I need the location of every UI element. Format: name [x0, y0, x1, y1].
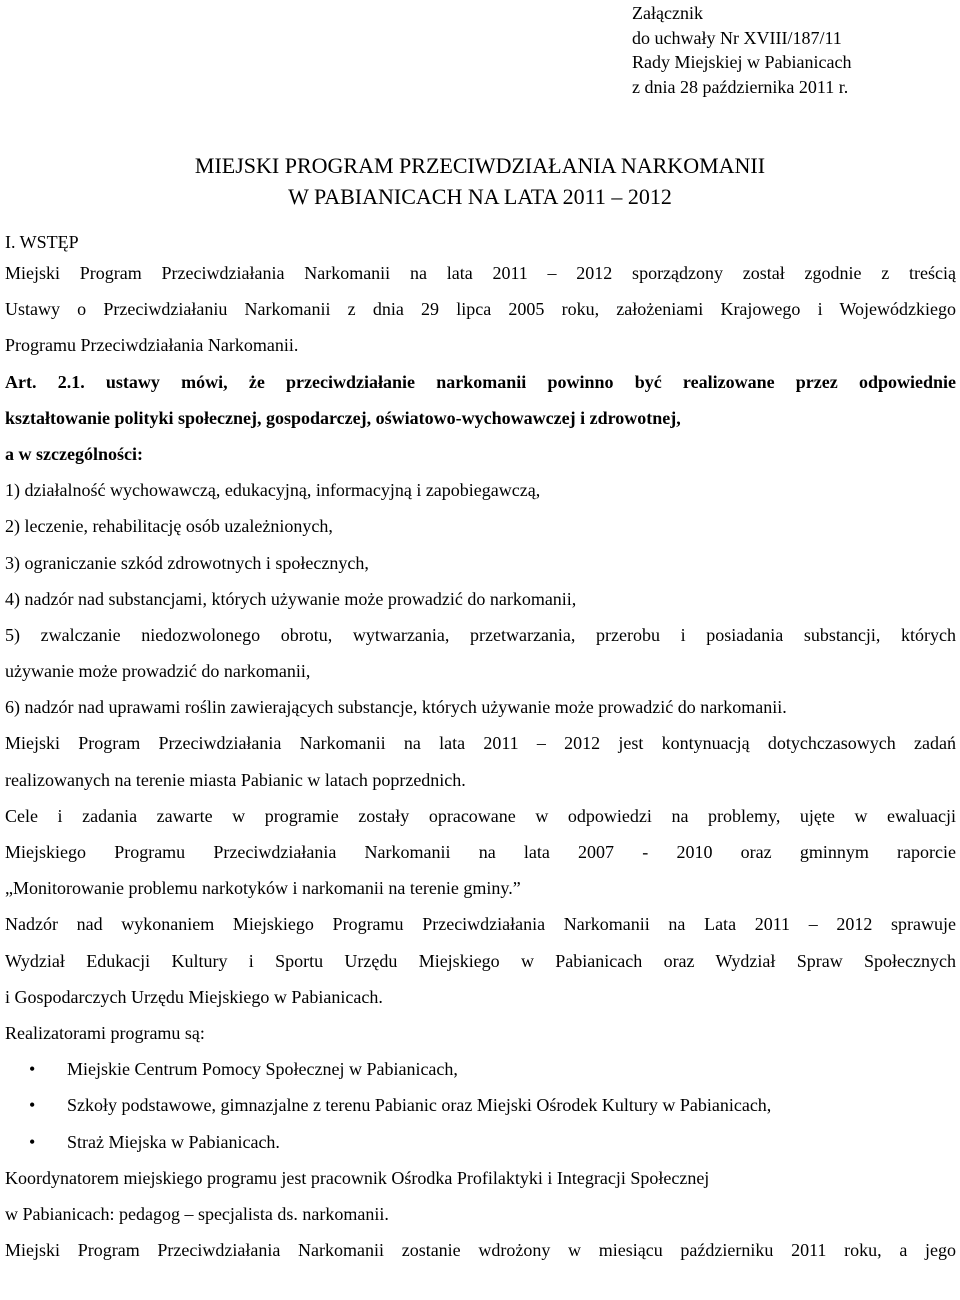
list-item-2: 2) leczenie, rehabilitację osób uzależnionych,	[5, 516, 333, 537]
goals-line-2: Miejskiego Programu Przeciwdziałania Narkomanii na lata 2007 - 2010 oraz gminnym raporcie	[5, 842, 956, 862]
bullet-item-1	[5, 1057, 956, 1093]
article-line-3: a w szczególności:	[5, 443, 143, 464]
bullet-item-3	[5, 1130, 956, 1166]
supervision-line-2: Wydział Edukacji Kultury i Sportu Urzędu Miejskiego w Pabianicach oraz Wydział Spraw Społecznych	[5, 950, 956, 971]
list-item-4: 4) nadzór nad substancjami, których używanie może prowadzić do narkomanii,	[5, 588, 577, 609]
supervision-line-1: Nadzór nad wykonaniem Miejskiego Programu Przeciwdziałania Narkomanii na Lata 2011 – 2012 sprawuje	[5, 914, 956, 935]
bullet-icon: •	[29, 1059, 36, 1080]
continuation-line-2: realizowanych na terenie miasta Pabianic w latach poprzednich.	[5, 769, 466, 790]
section-heading: I. WSTĘP	[5, 232, 79, 252]
annex-header	[632, 1, 952, 99]
coordinator-line-1: Koordynatorem miejskiego programu jest pracownik Ośrodka Profilaktyki i Integracji Społecznej	[5, 1167, 710, 1188]
list-item-5-line-2: używanie może prowadzić do narkomanii,	[5, 661, 311, 682]
continuation-line-1: Miejski Program Przeciwdziałania Narkomanii na lata 2011 – 2012 jest kontynuacją dotychczasowych zadań	[5, 733, 956, 754]
intro-line-2: Ustawy o Przeciwdziałaniu Narkomanii z dnia 29 lipca 2005 roku, założeniami Krajowego i Wojewódzkiego	[5, 299, 956, 320]
bullet-item-text: Straż Miejska w Pabianicach.	[67, 1131, 280, 1152]
bullet-item-text: Szkoły podstawowe, gimnazjalne z terenu Pabianic oraz Miejski Ośrodek Kultury w Pabianicach,	[67, 1095, 772, 1116]
goals-line-1: Cele i zadania zawarte w programie zostały opracowane w odpowiedzi na problemy, ujęte w ewaluacji	[5, 805, 956, 826]
title-line-1: MIEJSKI PROGRAM PRZECIWDZIAŁANIA NARKOMANII	[194, 153, 766, 178]
annex-resolution-number: do uchwały Nr XVIII/187/11	[632, 27, 842, 48]
list-item-5-line-1: 5) zwalczanie niedozwolonego obrotu, wytwarzania, przetwarzania, przerobu i posiadania substancji, których	[5, 624, 956, 645]
article-line-2: kształtowanie polityki społecznej, gospodarczej, oświatowo-wychowawczej i zdrowotnej,	[5, 407, 681, 428]
bullet-icon: •	[29, 1131, 36, 1152]
supervision-line-3: i Gospodarczych Urzędu Miejskiego w Pabianicach.	[5, 986, 383, 1007]
list-item-6: 6) nadzór nad uprawami roślin zawierających substancje, których używanie może prowadzić do narkomanii.	[5, 697, 787, 718]
list-item-1: 1) działalność wychowawczą, edukacyjną, informacyjną i zapobiegawczą,	[5, 480, 541, 501]
list-item-3: 3) ograniczanie szkód zdrowotnych i społecznych,	[5, 552, 369, 573]
realizers-heading: Realizatorami programu są:	[5, 1022, 205, 1043]
intro-line-1: Miejski Program Przeciwdziałania Narkomanii na lata 2011 – 2012 sporządzony został zgodnie z treścią	[5, 263, 956, 283]
annex-label: Załącznik	[632, 3, 703, 23]
annex-date: z dnia 28 października 2011 r.	[632, 76, 849, 97]
article-line-1: Art. 2.1. ustawy mówi, że przeciwdziałanie narkomanii powinno być realizowane przez odpowiednie	[5, 371, 956, 392]
document-title	[0, 150, 960, 212]
implementation-line-1: Miejski Program Przeciwdziałania Narkomanii zostanie wdrożony w miesiącu październiku 2011 roku, a jego	[5, 1240, 956, 1261]
intro-line-3: Programu Przeciwdziałania Narkomanii.	[5, 335, 299, 356]
goals-line-3: „Monitorowanie problemu narkotyków i narkomanii na terenie gminy.”	[5, 878, 521, 899]
bullet-item-text: Miejskie Centrum Pomocy Społecznej w Pabianicach,	[67, 1059, 458, 1080]
document-body	[5, 230, 956, 1274]
bullet-item-2	[5, 1093, 956, 1129]
annex-council: Rady Miejskiej w Pabianicach	[632, 52, 852, 72]
coordinator-line-2: w Pabianicach: pedagog – specjalista ds. narkomanii.	[5, 1203, 389, 1224]
bullet-icon: •	[29, 1095, 36, 1116]
title-line-2: W PABIANICACH NA LATA 2011 – 2012	[288, 184, 672, 209]
